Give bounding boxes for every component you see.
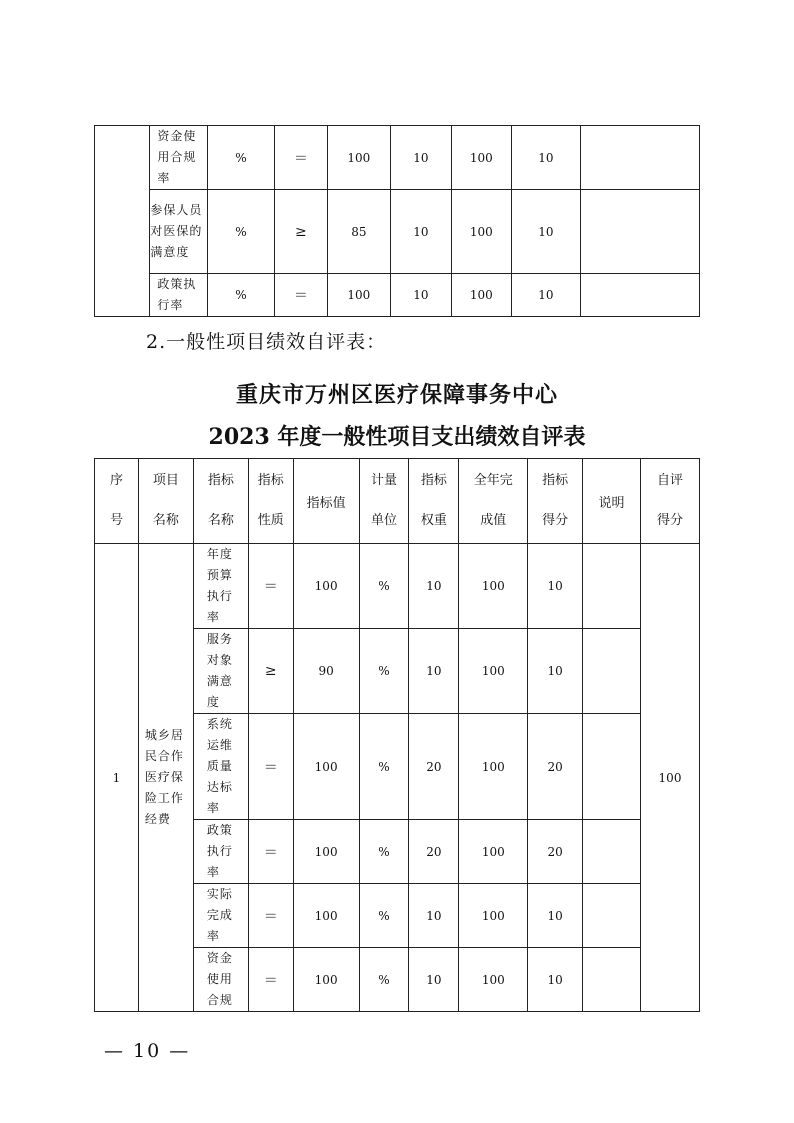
- header-nature: 指标 性质: [248, 459, 293, 544]
- weight-cell: 10: [409, 544, 459, 629]
- note-cell: [580, 126, 699, 190]
- actual-cell: 100: [451, 126, 511, 190]
- score-cell: 20: [528, 714, 583, 820]
- header-score: 指标 得分: [528, 459, 583, 544]
- weight-cell: 10: [409, 948, 459, 1012]
- actual-cell: 100: [459, 820, 528, 884]
- note-cell: [580, 274, 699, 317]
- table-header-row: [95, 459, 700, 544]
- indicator-name: 参保人员对医保的满意度: [149, 190, 207, 274]
- actual-cell: 100: [451, 190, 511, 274]
- score-cell: 10: [511, 190, 580, 274]
- operator-cell: ＝: [274, 126, 327, 190]
- header-project: 项目 名称: [138, 459, 193, 544]
- unit-cell: %: [207, 190, 274, 274]
- note-cell: [583, 629, 641, 714]
- nature-cell: ＝: [248, 820, 293, 884]
- unit-cell: %: [359, 629, 409, 714]
- indicator-name: 实际完成率: [193, 884, 248, 948]
- operator-cell: ≥: [274, 190, 327, 274]
- nature-cell: ＝: [248, 884, 293, 948]
- unit-cell: %: [359, 948, 409, 1012]
- unit-cell: %: [359, 714, 409, 820]
- value-cell: 100: [293, 948, 359, 1012]
- continued-indicator-table: [94, 125, 700, 317]
- value-cell: 100: [293, 820, 359, 884]
- weight-cell: 20: [409, 714, 459, 820]
- note-cell: [583, 884, 641, 948]
- header-self-score: 自评 得分: [641, 459, 700, 544]
- indicator-name: 资金使用合规: [193, 948, 248, 1012]
- unit-cell: %: [359, 820, 409, 884]
- unit-cell: %: [359, 884, 409, 948]
- nature-cell: ＝: [248, 544, 293, 629]
- actual-cell: 100: [459, 544, 528, 629]
- indicator-name: 年度预算执行率: [193, 544, 248, 629]
- header-value: 指标值: [293, 459, 359, 544]
- unit-cell: %: [359, 544, 409, 629]
- page-number: — 10 —: [104, 1040, 191, 1062]
- score-cell: 10: [528, 544, 583, 629]
- score-cell: 10: [511, 274, 580, 317]
- weight-cell: 10: [390, 274, 451, 317]
- indicator-name: 资金使用合规率: [149, 126, 207, 190]
- header-seq: 序 号: [95, 459, 139, 544]
- score-cell: 20: [528, 820, 583, 884]
- actual-cell: 100: [459, 884, 528, 948]
- target-cell: 100: [327, 274, 390, 317]
- header-indicator: 指标 名称: [193, 459, 248, 544]
- table-row: [95, 544, 700, 629]
- project-name-cell: 城乡居民合作医疗保险工作经费: [138, 544, 193, 1012]
- table-row: [95, 126, 700, 190]
- actual-cell: 100: [459, 948, 528, 1012]
- score-cell: 10: [528, 629, 583, 714]
- value-cell: 90: [293, 629, 359, 714]
- table-row: [95, 274, 700, 317]
- value-cell: 100: [293, 884, 359, 948]
- actual-cell: 100: [459, 714, 528, 820]
- header-unit: 计量 单位: [359, 459, 409, 544]
- seq-cell: 1: [95, 544, 139, 1012]
- note-cell: [583, 948, 641, 1012]
- document-title: 重庆市万州区医疗保障事务中心: [235, 382, 558, 408]
- header-actual: 全年完 成值: [459, 459, 528, 544]
- section-heading: 2.一般性项目绩效自评表：: [146, 331, 387, 353]
- weight-cell: 10: [390, 126, 451, 190]
- target-cell: 100: [327, 126, 390, 190]
- weight-cell: 10: [409, 629, 459, 714]
- value-cell: 100: [293, 544, 359, 629]
- header-note: 说明: [583, 459, 641, 544]
- unit-cell: %: [207, 274, 274, 317]
- nature-cell: ＝: [248, 714, 293, 820]
- indicator-name: 政策执行率: [193, 820, 248, 884]
- document-subtitle: 2023 年度一般性项目支出绩效自评表: [208, 424, 586, 450]
- weight-cell: 10: [409, 884, 459, 948]
- weight-cell: 20: [409, 820, 459, 884]
- performance-table: [94, 458, 700, 1012]
- actual-cell: 100: [451, 274, 511, 317]
- target-cell: 85: [327, 190, 390, 274]
- note-cell: [583, 714, 641, 820]
- empty-cell: [95, 126, 150, 317]
- indicator-name: 政策执行率: [149, 274, 207, 317]
- operator-cell: ＝: [274, 274, 327, 317]
- note-cell: [580, 190, 699, 274]
- score-cell: 10: [511, 126, 580, 190]
- score-cell: 10: [528, 884, 583, 948]
- self-score-cell: 100: [641, 544, 700, 1012]
- indicator-name: 服务对象满意度: [193, 629, 248, 714]
- nature-cell: ＝: [248, 948, 293, 1012]
- actual-cell: 100: [459, 629, 528, 714]
- weight-cell: 10: [390, 190, 451, 274]
- score-cell: 10: [528, 948, 583, 1012]
- nature-cell: ≥: [248, 629, 293, 714]
- value-cell: 100: [293, 714, 359, 820]
- table-row: [95, 190, 700, 274]
- header-weight: 指标 权重: [409, 459, 459, 544]
- note-cell: [583, 820, 641, 884]
- unit-cell: %: [207, 126, 274, 190]
- indicator-name: 系统运维质量达标率: [193, 714, 248, 820]
- note-cell: [583, 544, 641, 629]
